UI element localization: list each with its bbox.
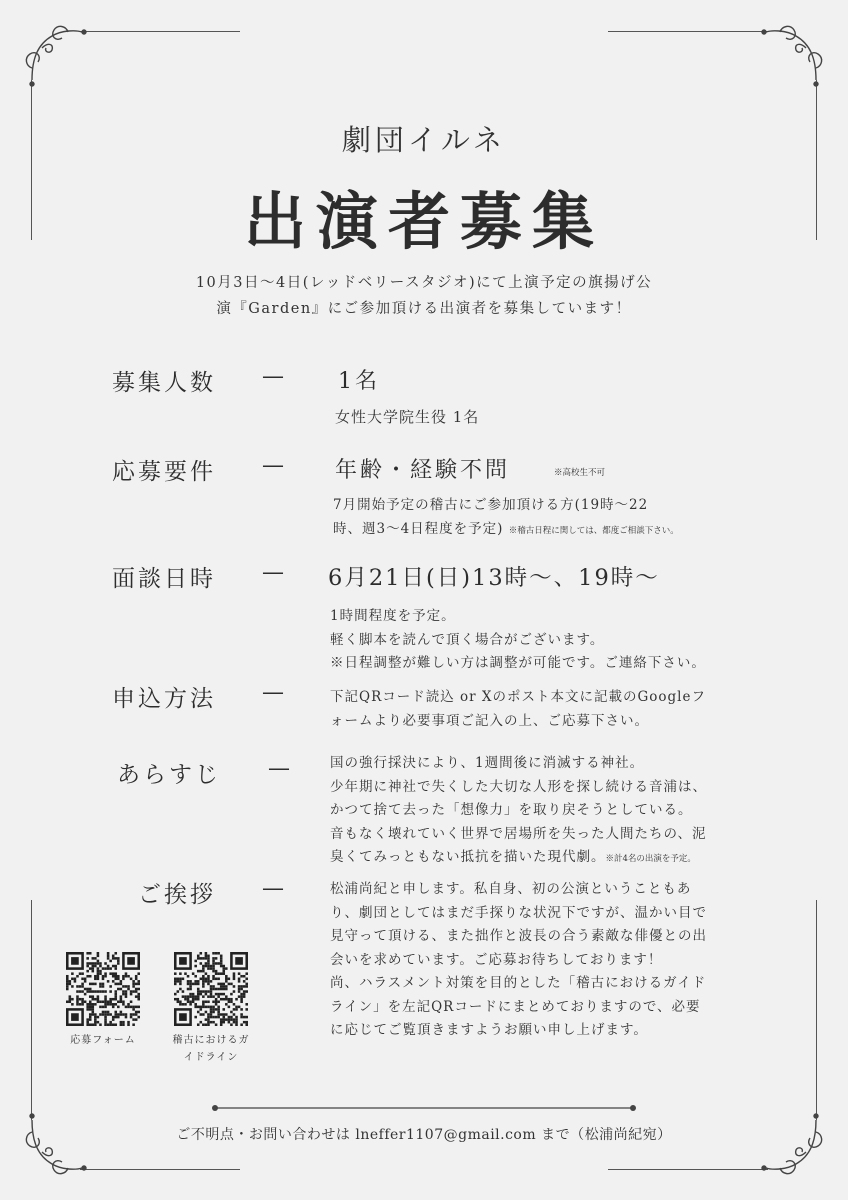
frame-bottom-left-line	[80, 1169, 240, 1170]
interview-detail-line-1: 1時間程度を予定。	[330, 608, 456, 624]
interview-dash: —	[262, 560, 284, 585]
synopsis-detail-note: ※計4名の出演を予定。	[605, 854, 696, 864]
guideline-qr-code[interactable]	[174, 952, 248, 1026]
apply-detail-line-1: 下記QRコード読込 or Xのポスト本文に記載のGoogleフ	[330, 689, 706, 705]
frame-right-bottom-line	[816, 900, 817, 1120]
guideline-qr-label-line-1: 稽古におけるガ	[172, 1035, 250, 1046]
greeting-detail-line-1: 松浦尚紀と申します。私自身、初の公演ということもあ	[330, 881, 692, 897]
requirements-detail-line-2: 時、週3〜4日程度を予定) ※稽古日程に関しては、都度ご相談下さい。	[333, 520, 679, 537]
requirements-detail-note: ※稽古日程に関しては、都度ご相談下さい。	[508, 525, 679, 536]
synopsis-dash: —	[268, 756, 290, 781]
frame-left-bottom-line	[31, 900, 32, 1120]
recruit-count-detail: 女性大学院生役 1名	[335, 408, 480, 426]
recruit-count-value: 1名	[338, 369, 380, 394]
interview-value: 6月21日(日)13時〜、19時〜	[328, 565, 660, 591]
page-title: 出演者募集	[243, 185, 604, 258]
greeting-detail-line-2: り、劇団としてはまだ手探りな状況下ですが、温かい目で	[330, 904, 707, 921]
requirements-label: 応募要件	[112, 459, 216, 485]
requirements-dash: —	[262, 453, 284, 478]
frame-top-left-line	[80, 31, 240, 32]
intro-text	[120, 270, 728, 322]
frame-top-right-line	[608, 31, 768, 32]
requirements-value-note: ※高校生不可	[554, 468, 606, 478]
greeting-detail-line-6: ライン」を左記QRコードにまとめておりますので、必要	[330, 998, 701, 1015]
synopsis-detail-line-5: 臭くてみっともない抵抗を描いた現代劇。※計4名の出演を予定。	[330, 849, 696, 865]
greeting-detail-line-4: 会いを求めています。ご応募お待ちしております！	[330, 951, 663, 968]
guideline-qr-label-line-2: イドライン	[183, 1052, 239, 1063]
synopsis-detail-line-2: 少年期に神社で失くした大切な人形を探し続ける音浦は、	[330, 778, 707, 795]
contact-info: ご不明点・お問い合わせは lneffer1107@gmail.com まで（松浦尚紀宛）	[176, 1127, 672, 1143]
intro-line-1: 10月3日〜4日(レッドベリースタジオ)にて上演予定の旗揚げ公	[195, 275, 653, 291]
corner-ornament-top-right-icon	[750, 18, 830, 98]
guideline-qr-label	[160, 1032, 262, 1066]
synopsis-label: あらすじ	[117, 762, 221, 788]
greeting-detail-line-3: 見守って頂ける、また拙作と波長の合う素敵な俳優との出	[330, 928, 707, 944]
recruit-count-dash: —	[262, 364, 284, 389]
synopsis-detail	[330, 752, 760, 872]
interview-detail-line-2: 軽く脚本を読んで頂く場合がございます。	[330, 631, 605, 648]
interview-label: 面談日時	[112, 566, 216, 592]
footer-divider	[210, 1102, 638, 1114]
intro-line-2: 演『Garden』にご参加頂ける出演者を募集しています！	[216, 301, 632, 317]
frame-bottom-right-line	[608, 1169, 768, 1170]
greeting-detail-line-7: に応じてご覧頂きますようお願い申し上げます。	[330, 1022, 648, 1038]
greeting-detail	[330, 878, 760, 1043]
corner-ornament-top-left-icon	[18, 18, 98, 98]
recruit-count-label: 募集人数	[112, 370, 216, 396]
interview-detail-line-3: ※日程調整が難しい方は調整が可能です。ご連絡下さい。	[330, 655, 706, 671]
requirements-detail-line-1: 7月開始予定の稽古にご参加頂ける方(19時〜22	[333, 497, 649, 513]
synopsis-detail-line-1: 国の強行採決により、1週間後に消滅する神社。	[330, 755, 645, 771]
troupe-name: 劇団イルネ	[341, 123, 507, 157]
requirements-value: 年齢・経験不問	[335, 458, 511, 483]
interview-detail	[330, 605, 760, 676]
greeting-label: ご挨拶	[138, 882, 216, 908]
requirements-detail	[333, 494, 763, 543]
apply-label: 申込方法	[112, 686, 216, 712]
synopsis-detail-line-4: 音もなく壊れていく世界で居場所を失った人間たちの、泥	[330, 825, 707, 842]
application-form-qr-code[interactable]	[66, 952, 140, 1026]
apply-detail	[330, 686, 760, 733]
apply-detail-line-2: ォームより必要事項ご記入の上、ご応募下さい。	[330, 712, 649, 729]
application-form-qr-label: 応募フォーム	[70, 1035, 136, 1046]
greeting-dash: —	[262, 876, 284, 901]
apply-dash: —	[262, 680, 284, 705]
greeting-detail-line-5: 尚、ハラスメント対策を目的とした「稽古におけるガイド	[330, 975, 707, 991]
synopsis-detail-line-3: かつて捨て去った「想像力」を取り戻そうとしている。	[330, 802, 693, 818]
